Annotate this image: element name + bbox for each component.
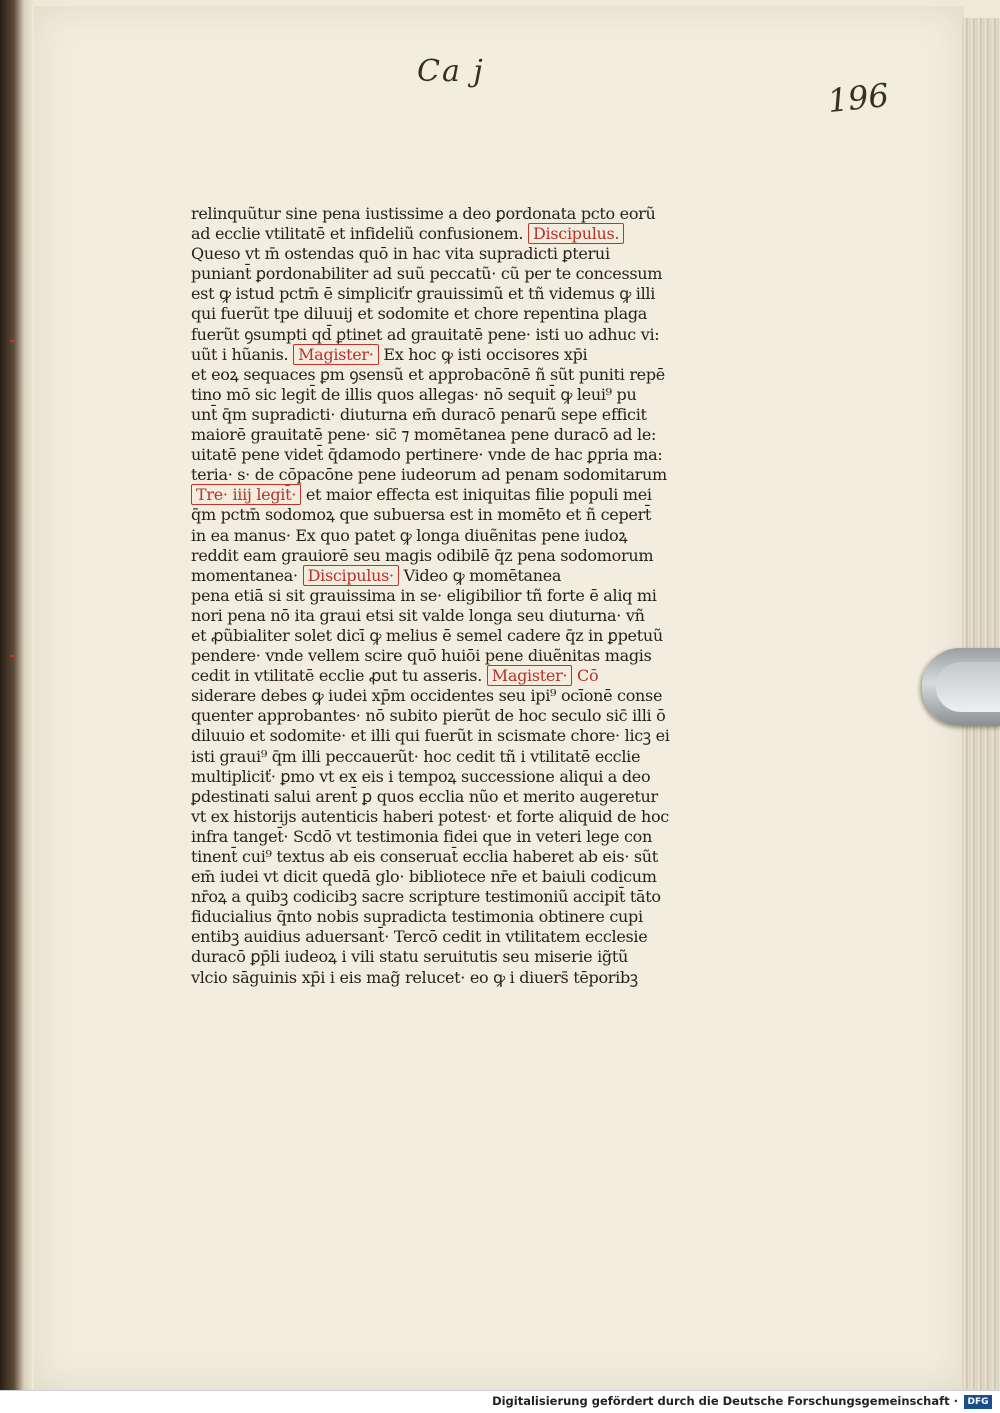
text-line: reddit eam grauiorē seu magis odibilē q̄z pena sodomorum [191, 545, 654, 565]
text-line: nori pena nō ita graui etsi sit valde longa seu diuturna· vñ [191, 605, 645, 625]
text-line: siderare debes ꝙ iudei xp̄m occidentes seu ipi⁹ ocīonē conse [191, 686, 663, 706]
rubric-ex-hoc: Ex hoc ꝙ isti occisores xp̄i [383, 344, 588, 364]
rubric-discipulus-2: Discipulus· [303, 565, 399, 586]
text-line: uũt i hũanis. Magister· Ex hoc ꝙ isti occisores xp̄i [191, 344, 588, 364]
text-line: teria· s· de cōpacōne pene iudeorum ad penam sodomitarum [191, 465, 667, 485]
text-line: momentanea· Discipulus· Video ꝙ momētanea [191, 565, 562, 585]
text-line: qui fuerũt tpe diluuij et sodomite et chore repentina plaga [191, 304, 648, 324]
footer-credit: Digitalisierung gefördert durch die Deutsche Forschungsgemeinschaft · [492, 1394, 958, 1408]
text-line: in ea manus· Ex quo patet ꝙ longa diuẽnitas pene iudoꝝ [191, 525, 628, 545]
text-line: cedit in vtilitatē ecclie ꝓut tu asseris. Magister· Cō [191, 666, 599, 686]
rubric-tren: Tre· iiij legit̄· [191, 484, 301, 505]
text-line: nr̄oꝝ a quibꝫ codicibꝫ sacre scripture testimoniũ accipit̄ tāto [191, 887, 661, 907]
text-line: fiducialius q̄nto nobis supradicta testimonia obtinere cupi [191, 907, 643, 927]
text-line: puniant̄ ꝑordonabiliter ad suũ peccatũ· cũ per te concessum [191, 264, 663, 284]
text-line: et eoꝝ sequaces ꝑm ꝯsensũ et approbacōnē ñ sũt puniti repē [191, 364, 665, 384]
text-line: fuerũt ꝯsumpti qd̄ ꝑtinet ad grauitatē pene· isti uo adhuc vi: [191, 324, 660, 344]
rubric-secundo: Scdō vt testimonia fidei que in veteri lege con [293, 826, 652, 846]
dfg-logo: DFG [964, 1395, 992, 1409]
left-page-edge [0, 0, 32, 1390]
rubric-tercio: Tercō cedit in vtilitatem ecclesie [393, 927, 648, 947]
text-line: quenter approbantes· nō subito pierũt de hoc seculo sic̄ illi ō [191, 706, 666, 726]
text-line: diluuio et sodomite· et illi qui fuerũt in scismate chore· licꝫ ei [191, 726, 670, 746]
text-line: Queso vt m̄ ostendas quō in hac vita supradicti ꝑterui [191, 244, 610, 264]
text-line: tinent̄ cui⁹ textus ab eis conseruat̄ ecclia haberet ab eis· sũt [191, 847, 658, 866]
text-line: uitatē pene videt̄ q̄damodo pertinere· vnde de hac ꝑpria ma: [191, 445, 663, 465]
text-line: pendere· vnde vellem scire quō huiōi pene diuẽnitas magis [191, 646, 652, 666]
text-line: pena etiā si sit grauissima in se· eligibilior tñ forte ē aliq mi [191, 585, 657, 605]
rubric-discipulus: Discipulus. [528, 223, 624, 244]
text-line: unt̄ q̄m supradicti· diuturna em̄ duracō penarũ sepe efficit [191, 404, 647, 424]
text-line: em̄ iudei vt dicit quedā glo· bibliotece nr̄e et baiuli codicum [191, 867, 657, 887]
footer-bar [0, 1390, 1000, 1413]
text-line: duracō ꝑp̄li iudeoꝝ i vili statu seruitutis seu miserie ig̃tũ [191, 947, 628, 967]
text-line: Tre· iiij legit̄· et maior effecta est iniquitas filie populi mei [191, 485, 721, 505]
folio-number: 196 [825, 75, 891, 121]
rubric-video: Video ꝙ momētanea [403, 565, 562, 585]
text-line: ꝑdestinati salui arent̄ ꝑ quos ecclia nũo et merito augeretur [191, 786, 658, 806]
text-line: est ꝙ istud pctm̄ ē simpliciťr grauissimũ et tñ videmus ꝙ illi [191, 284, 656, 304]
text-line: infra tanget̄· Scdō vt testimonia fidei que in veteri lege con [191, 826, 652, 846]
text-line: q̄m pctm̄ sodomoꝝ que subuersa est in momēto et ñ cepert̄ [191, 505, 652, 525]
text-line: et ꝓũbialiter solet dicī ꝙ melius ē semel cadere q̄z in ꝑpetuũ [191, 625, 663, 645]
rubric-co: Cō [577, 666, 599, 686]
text-block [191, 204, 721, 988]
text-line: tino mō sic legit̄ de illis quos allegas· nō sequit̄ ꝙ leui⁹ pu [191, 384, 637, 404]
text-line: vt ex historijs autenticis haberi potest· et forte aliquid de hoc [191, 806, 669, 826]
text-line: multipliciť· ꝑmo vt ex eis i tempoꝝ successione aliqui a deo [191, 766, 651, 786]
text-line: entibꝫ auidius aduersant̄· Tercō cedit in vtilitatem ecclesie [191, 927, 648, 947]
rubric-magister: Magister· [293, 344, 378, 365]
text-line: maiorē grauitatē pene· sic̄ ⁊ momētanea pene duracō ad le: [191, 425, 657, 445]
text-line: ad ecclie vtilitatē et infideliũ confusionem. Discipulus. [191, 224, 721, 244]
text-line: isti graui⁹ q̄m illi peccauerũt· hoc cedit tñ i vtilitatē ecclie [191, 746, 641, 766]
rubric-magister-2: Magister· [487, 665, 572, 686]
folio-mark: Ca j [417, 54, 485, 89]
text-line: vlcio sāguinis xp̄i i eis mag̃ relucet· eo ꝙ i diuers̄ tēporibꝫ [191, 967, 638, 987]
text-line: relinquũtur sine pena iustissime a deo ꝑordonata pcto eorũ [191, 204, 656, 223]
clip-inner [936, 662, 1000, 712]
